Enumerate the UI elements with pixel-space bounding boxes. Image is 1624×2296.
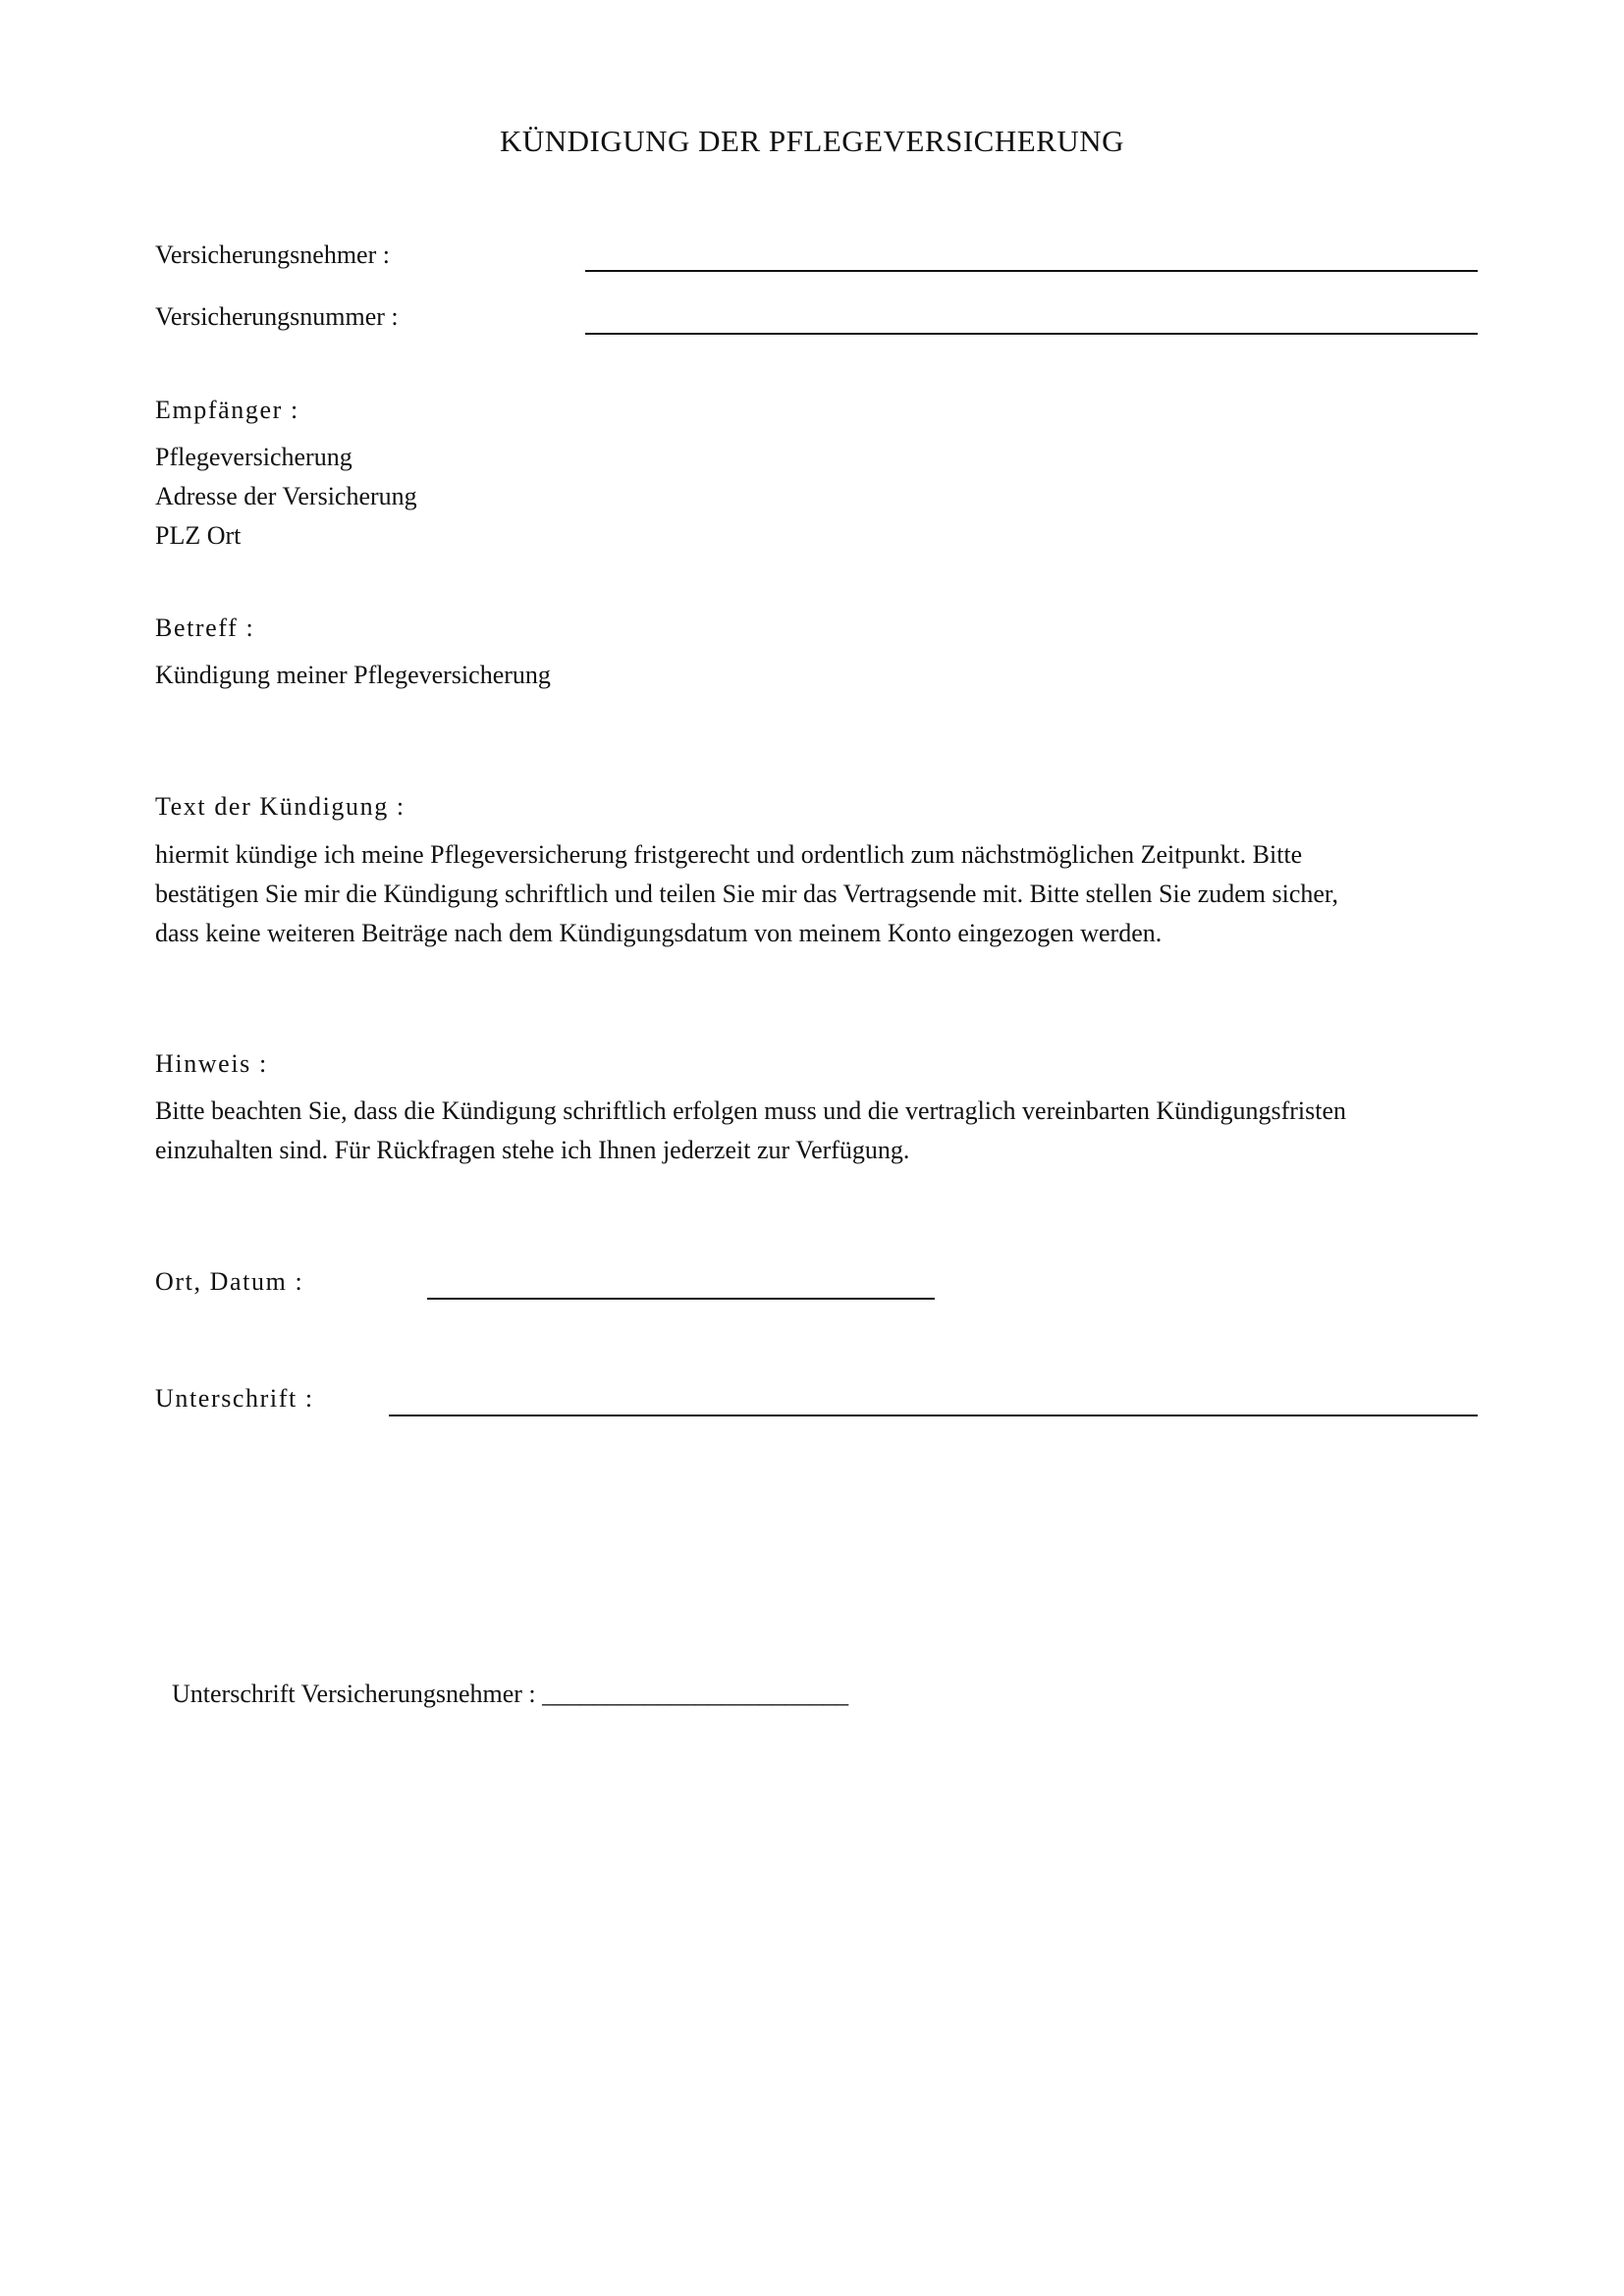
document-title: KÜNDIGUNG DER PFLEGEVERSICHERUNG [500,124,1124,158]
signature-field-line[interactable] [389,1415,1478,1416]
recipient-line: Adresse der Versicherung [155,482,417,510]
signature-label: Unterschrift : [155,1384,314,1413]
body-label: Text der Kündigung : [155,792,406,821]
body-line: hiermit kündige ich meine Pflegeversicherung fristgerecht und ordentlich zum nächstmöglichen Zeitpunkt. Bitte [155,840,1303,869]
policy-number-field-line[interactable] [585,333,1478,335]
recipient-line: Pflegeversicherung [155,443,352,471]
subject-text: Kündigung meiner Pflegeversicherung [155,661,551,689]
recipient-label: Empfänger : [155,396,299,424]
policy-number-label: Versicherungsnummer : [155,302,399,331]
note-text [155,1092,1346,1170]
note-label: Hinweis : [155,1049,268,1078]
policyholder-signature-line: Unterschrift Versicherungsnehmer : ________________________ [172,1680,849,1708]
place-date-field-line[interactable] [427,1298,935,1300]
note-line: einzuhalten sind. Für Rückfragen stehe ich Ihnen jederzeit zur Verfügung. [155,1136,910,1164]
policyholder-label: Versicherungsnehmer : [155,240,390,269]
policyholder-field-line[interactable] [585,270,1478,272]
note-line: Bitte beachten Sie, dass die Kündigung schriftlich erfolgen muss und die vertraglich vereinbarten Kündigungsfristen [155,1096,1347,1125]
place-date-label: Ort, Datum : [155,1267,304,1296]
body-line: bestätigen Sie mir die Kündigung schriftlich und teilen Sie mir das Vertragsende mit. Bitte stellen Sie zudem sicher, [155,880,1339,908]
subject-label: Betreff : [155,614,255,642]
body-line: dass keine weiteren Beiträge nach dem Kündigungsdatum von meinem Konto eingezogen werden. [155,919,1163,947]
recipient-line: PLZ Ort [155,521,242,550]
recipient-address [155,438,417,556]
body-text [155,835,1338,953]
